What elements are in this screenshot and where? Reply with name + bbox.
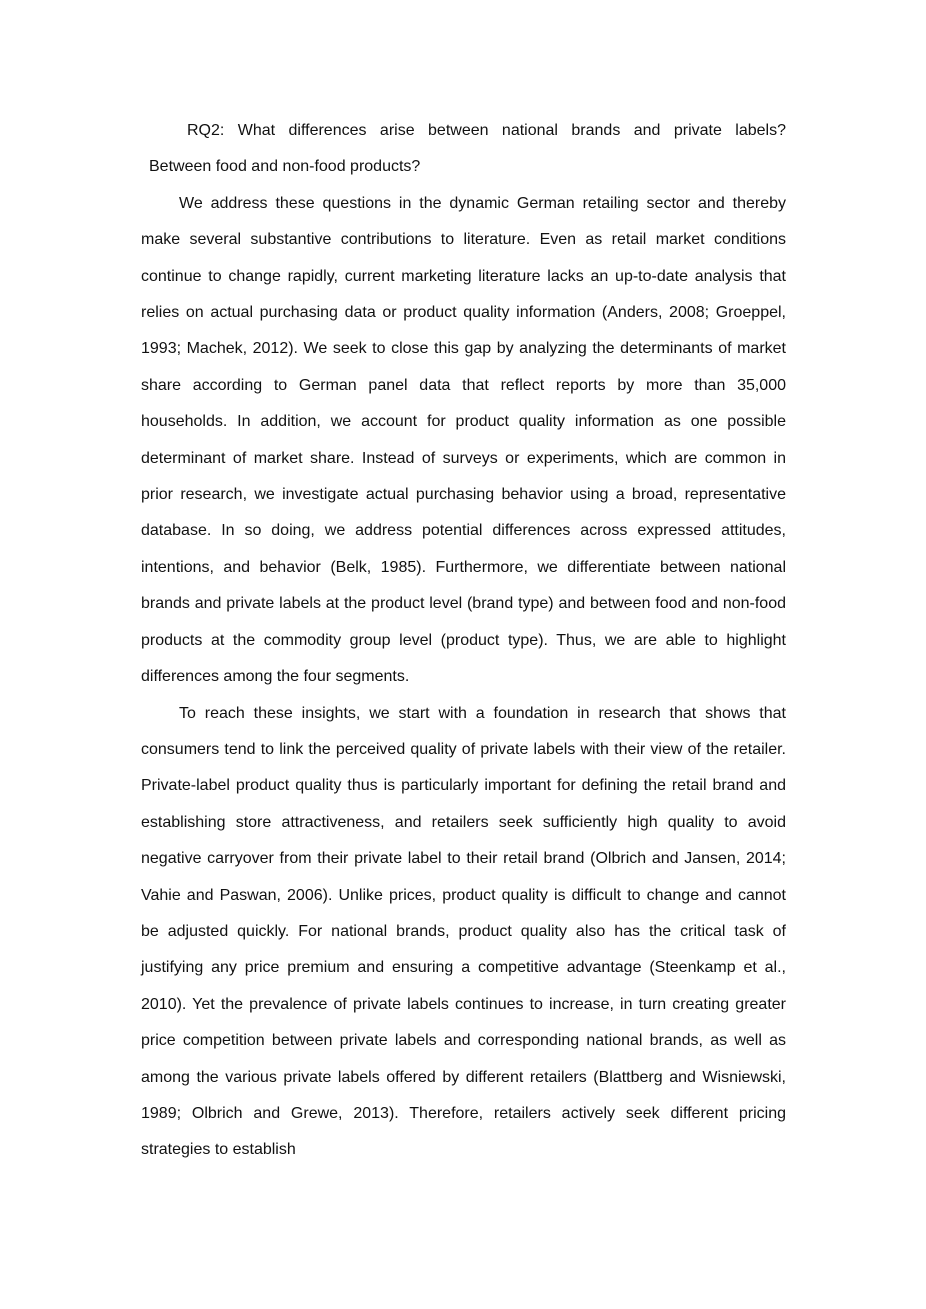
research-question-rq2 <box>141 113 786 186</box>
body-paragraph-1: We address these questions in the dynamic German retailing sector and thereby make several substantive contributions to literature. Even as retail market conditions continue to change rapidly, current marketing literature lacks an up-to-date analysis that relies on actual purchasing data or product quality information (Anders, 2008; Groeppel, 1993; Machek, 2012). We seek to close this gap by analyzing the determinants of market share according to German panel data that reflect reports by more than 35,000 households. In addition, we account for product quality information as one possible determinant of market share. Instead of surveys or experiments, which are common in prior research, we investigate actual purchasing behavior using a broad, representative database. In so doing, we address potential differences across expressed attitudes, intentions, and behavior (Belk, 1985). Furthermore, we differentiate between national brands and private labels at the product level (brand type) and between food and non-food products at the commodity group level (product type). Thus, we are able to highlight differences among the four segments. <box>141 194 786 686</box>
rq2-line-1: RQ2: What differences arise between national brands and private labels? <box>187 122 786 139</box>
body-paragraph-2: To reach these insights, we start with a foundation in research that shows that consumers tend to link the perceived quality of private labels with their view of the retailer. Private-label product quality thus is particularly important for defining the retail brand and establishing store attractiveness, and retailers seek sufficiently high quality to avoid negative carryover from their private label to their retail brand (Olbrich and Jansen, 2014; Vahie and Paswan, 2006). Unlike prices, product quality is difficult to change and cannot be adjusted quickly. For national brands, product quality also has the critical task of justifying any price premium and ensuring a competitive advantage (Steenkamp et al., 2010). Yet the prevalence of private labels continues to increase, in turn creating greater price competition between private labels and corresponding national brands, as well as among the various private labels offered by different retailers (Blattberg and Wisniewski, 1989; Olbrich and Grewe, 2013). Therefore, retailers actively seek different pricing strategies to establish <box>141 704 786 1159</box>
rq2-line-2: Between food and non-food products? <box>149 158 421 176</box>
document-page <box>141 113 786 1169</box>
